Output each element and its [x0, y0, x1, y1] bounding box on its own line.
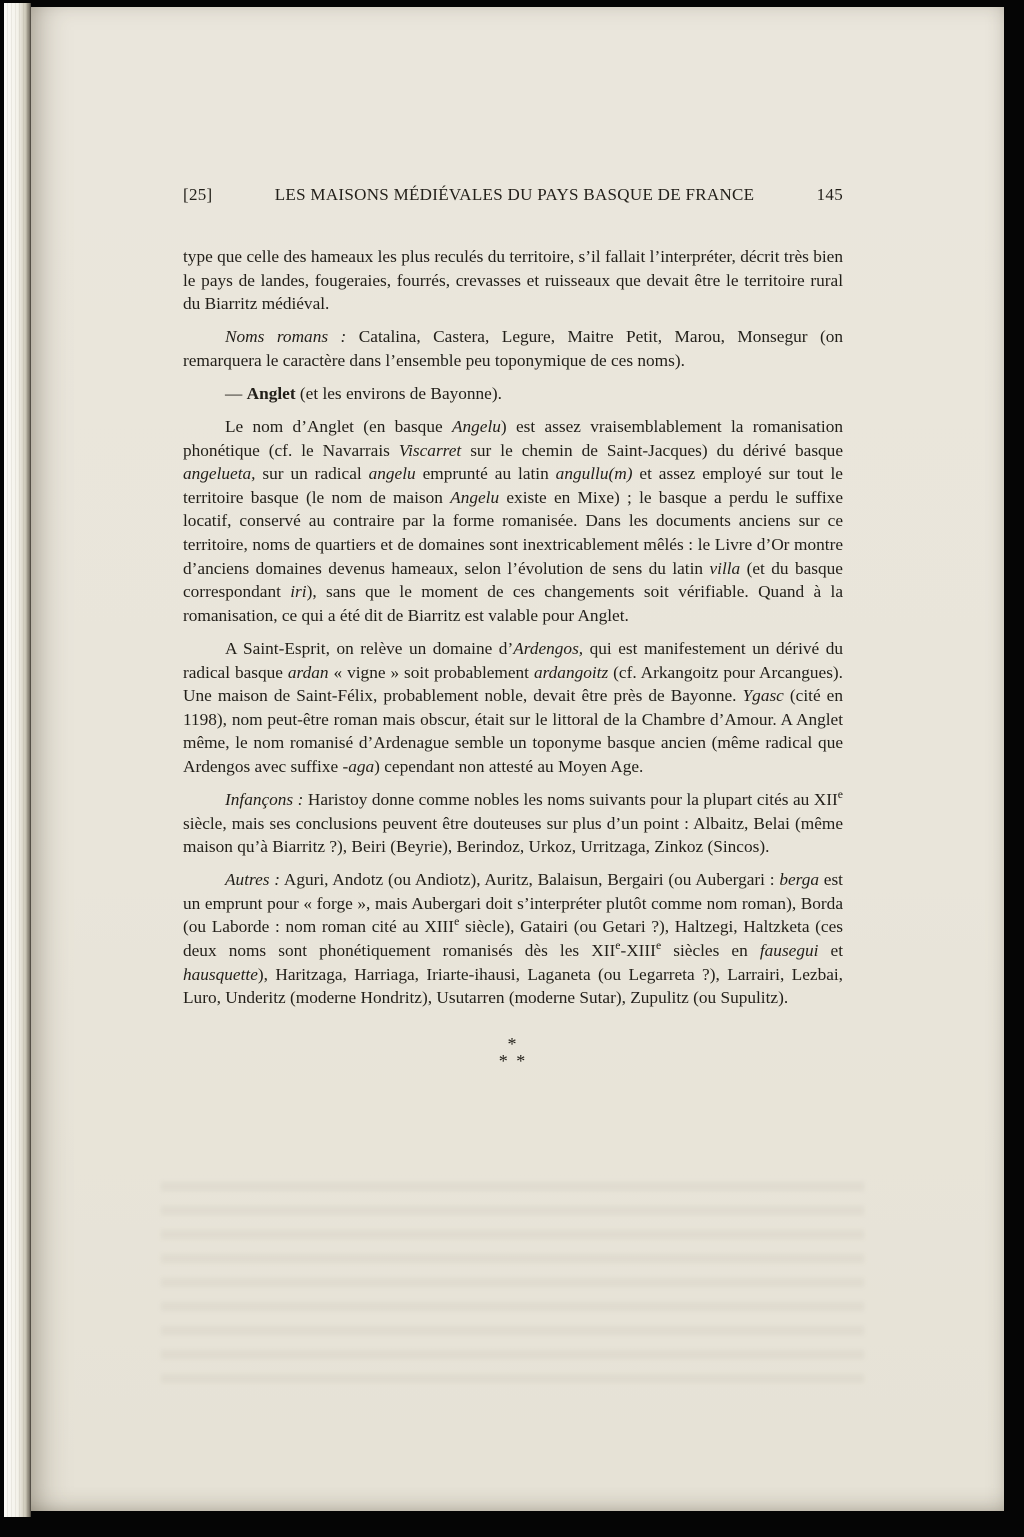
- text-segment: siècle, mais ses conclusions peuvent être douteuses sur plus d’un point : Albaitz, Belai (même maison qu’à Biarritz ?), Beiri (Beyrie), Berindoz, Urkoz, Urritzaga, Zinkoz (Sincos).: [183, 813, 843, 857]
- running-header: [183, 185, 843, 205]
- text-segment: Ardengos,: [513, 638, 584, 658]
- text-segment: et: [818, 941, 843, 961]
- text-segment: est un emprunt pour « forge », mais Aubergari doit s’interpréter plutôt comme nom roman), Borda (ou Laborde : nom roman cité au XIII: [183, 870, 843, 937]
- text-segment: « vigne » soit probablement: [328, 662, 534, 682]
- paragraph: [183, 382, 843, 406]
- text-segment: Catalina, Castera, Legure, Maitre Petit, Marou, Monsegur (on remarquera le caractère dans l’ensemble peu toponymique de ces noms).: [183, 327, 843, 370]
- text-segment: Angelu: [451, 417, 501, 437]
- text-segment: angelueta,: [183, 464, 256, 484]
- text-segment: ardangoitz: [533, 662, 609, 682]
- page-number: 145: [816, 185, 843, 204]
- separator-star-top: *: [507, 1033, 519, 1054]
- text-segment: -XIII: [620, 941, 656, 961]
- paragraph: [183, 868, 843, 1010]
- paragraph: [183, 637, 843, 779]
- text-segment: e: [615, 939, 621, 953]
- text-segment: ), Haritzaga, Harriaga, Iriarte-ihausi, Laganeta (ou Legarreta ?), Larrairi, Lezbai, Luro, Underitz (moderne Hondritz), Usutarren (moderne Sutar), Zupulitz (ou Supulitz).: [183, 964, 843, 1008]
- page-content: [183, 185, 843, 1070]
- running-title: LES MAISONS MÉDIÉVALES DU PAYS BASQUE DE FRANCE: [274, 185, 755, 204]
- text-segment: villa: [709, 558, 741, 578]
- text-segment: siècles en: [661, 941, 760, 961]
- text-segment: —: [225, 383, 247, 403]
- book-page: [31, 7, 1004, 1511]
- text-segment: hausquette: [183, 964, 258, 984]
- text-segment: e: [837, 788, 843, 802]
- article-body: [183, 245, 843, 1010]
- text-segment: (et du basque correspondant: [183, 558, 843, 602]
- text-segment: sur le chemin de Saint-Jacques) du dérivé basque: [461, 440, 843, 460]
- text-segment: Haristoy donne comme nobles les noms suivants pour la plupart cités au XII: [303, 789, 838, 809]
- text-segment: et assez employé sur tout le territoire basque (le nom de maison: [183, 464, 843, 507]
- page-marker: [25]: [183, 185, 213, 204]
- text-segment: Autres :: [225, 870, 281, 890]
- text-segment: angelu: [368, 464, 416, 484]
- text-segment: ), sans que le moment de ces changements soit vérifiable. Quand à la romanisation, ce qui a été dit de Biarritz est valable pour Anglet.: [183, 582, 843, 625]
- book-page-edges: [4, 3, 31, 1517]
- paragraph: [183, 245, 843, 316]
- text-segment: e: [454, 915, 460, 929]
- text-segment: type que celle des hameaux les plus reculés du territoire, s’il fallait l’interpréter, décrit très bien le pays de landes, fougeraies, fourrés, crevasses et ruisseaux que devait être le territoire rural du Biarritz médiéval.: [183, 247, 843, 314]
- text-segment: (cité en 1198), nom peut-être roman mais obscur, était sur le littoral de la Chambre d’Amour. A Anglet même, le nom romanisé d’Ardenague semble un toponyme basque ancien (même radical que Ardengos avec suffixe: [183, 686, 843, 776]
- text-segment: ardan: [287, 662, 329, 682]
- text-segment: e: [655, 939, 662, 953]
- text-segment: -aga: [342, 756, 375, 776]
- text-segment: siècle), Gatairi (ou Getari ?), Haltzegi, Haltzketa (ces deux noms sont phonétiquement romanisés dès les XII: [183, 917, 844, 961]
- text-segment: ) cependant non attesté au Moyen Age.: [374, 756, 644, 776]
- text-segment: Ygasc: [742, 686, 784, 706]
- text-segment: Infançons :: [225, 789, 304, 809]
- text-segment: Le nom d’Anglet (en basque: [225, 417, 452, 437]
- text-segment: ) est assez vraisemblablement la romanisation phonétique (cf. le Navarrais: [183, 417, 843, 460]
- text-segment: iri: [290, 582, 307, 602]
- section-separator: [183, 1033, 843, 1071]
- text-segment: berga: [779, 870, 819, 890]
- text-segment: emprunté au latin: [415, 464, 556, 484]
- text-segment: angullu(m): [555, 464, 633, 484]
- text-segment: Aguri, Andotz (ou Andiotz), Auritz, Balaisun, Bergairi (ou Aubergari :: [280, 870, 780, 890]
- text-segment: Angelu: [450, 487, 500, 507]
- text-segment: qui est manifestement un dérivé du radical basque: [183, 638, 843, 682]
- text-segment: Noms romans :: [225, 327, 347, 347]
- paragraph: [183, 788, 843, 859]
- text-segment: fausegui: [759, 941, 819, 961]
- text-segment: existe en Mixe) ; le basque a perdu le suffixe locatif, conservé au contraire par la forme romanisée. Dans les documents anciens sur ce territoire, noms de quartiers et de domaines sont inextricablement mêlés : le Livre d’Or montre d’anciens domaines devenus hameaux, selon l’évolution de sens du latin: [183, 487, 843, 578]
- text-segment: Viscarret: [398, 440, 462, 460]
- paragraph: [183, 415, 843, 627]
- text-segment: Anglet: [246, 383, 296, 403]
- text-segment: (et les environs de Bayonne).: [295, 383, 502, 403]
- separator-star-bottom: * *: [498, 1050, 528, 1071]
- bleed-through-ghost-text: [161, 1182, 864, 1392]
- text-segment: (cf. Arkangoitz pour Arcangues). Une maison de Saint-Félix, probablement noble, devait être près de Bayonne.: [183, 662, 843, 706]
- text-segment: A Saint-Esprit, on relève un domaine d’: [225, 638, 514, 658]
- paragraph: [183, 325, 843, 372]
- text-segment: sur un radical: [255, 464, 369, 484]
